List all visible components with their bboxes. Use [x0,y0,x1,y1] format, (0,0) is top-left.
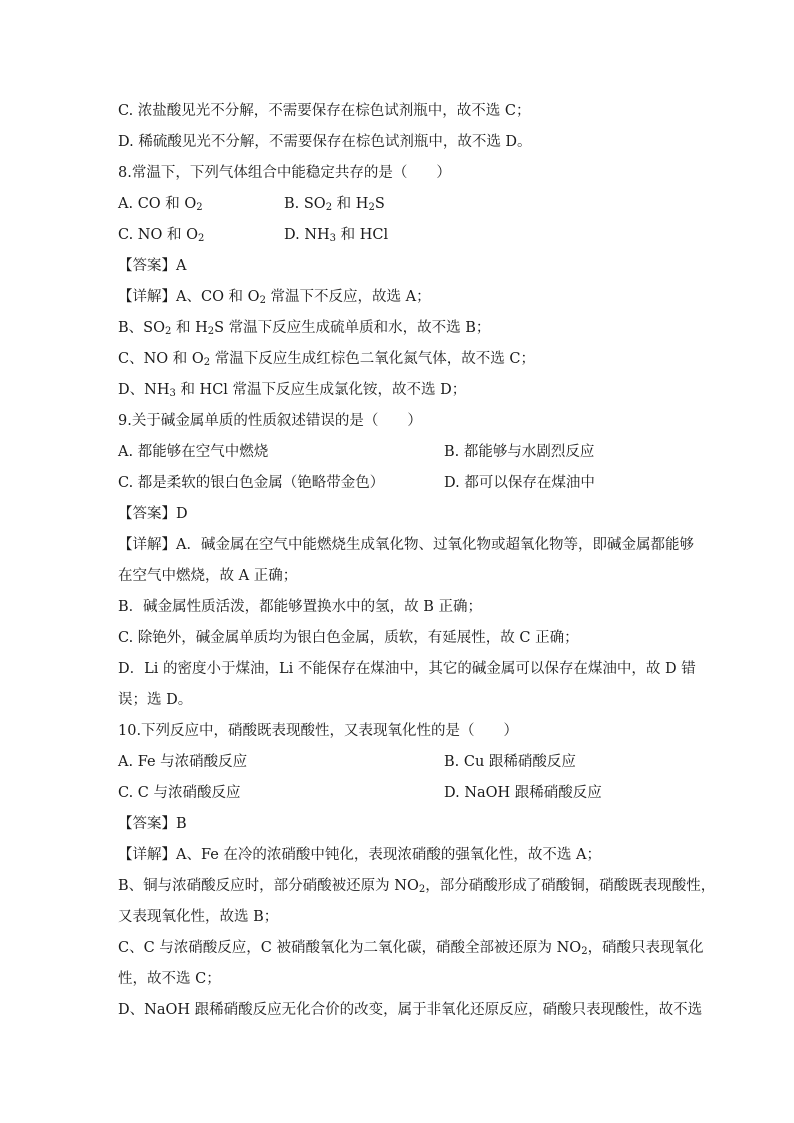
q10-option-a: A. Fe 与浓硝酸反应 [118,754,248,770]
q10-detail-line: C、C 与浓硝酸反应，C 被硝酸氧化为二氧化碳，硝酸全部被还原为 $NO_2$，硝酸只表现氧化 [118,940,704,957]
q9-option-b: B. 都能够与水剧烈反应 [444,444,595,460]
q8-detail-line: C、NO 和 $O_2$ 常温下反应生成红棕色二氧化氮气体，故不选 C； [118,351,535,368]
q8-detail-line: 【详解】A、CO 和 $O_2$ 常温下不反应，故选 A； [118,289,431,306]
q8-question: 8.常温下，下列气体组合中能稳定共存的是（ ） [118,165,451,181]
q9-detail-line: 【详解】A．碱金属在空气中能燃烧生成氧化物、过氧化物或超氧化物等，即碱金属都能够 [118,537,694,553]
q9-options-row-1 [118,437,678,468]
q9-option-d: D. 都可以保存在煤油中 [444,475,595,491]
q9-detail-line: B．碱金属性质活泼，都能够置换水中的氢，故 B 正确； [118,599,483,615]
q7-detail-d: D. 稀硫酸见光不分解，不需要保存在棕色试剂瓶中，故不选 D。 [118,134,532,150]
q8-option-b: B. $SO_2$ 和 $H_2S$ [284,196,385,213]
q10-options-row-1 [118,747,678,778]
q9-detail-line: 误；选 D。 [118,692,193,708]
q10-detail-line: 【详解】A、Fe 在冷的浓硝酸中钝化，表现浓硝酸的强氧化性，故不选 A； [118,847,602,863]
q9-detail-line: D．Li 的密度小于煤油，Li 不能保存在煤油中，其它的碱金属可以保存在煤油中，故 D 错 [118,661,696,677]
q9-option-a: A. 都能够在空气中燃烧 [118,444,269,460]
q10-detail-line: D、NaOH 跟稀硝酸反应无化合价的改变，属于非氧化还原反应，硝酸只表现酸性，故不选 [118,1002,703,1018]
q8-option-d: D. $NH_3$ 和 HCl [284,227,389,244]
q8-detail-line: B、$SO_2$ 和 $H_2S$ 常温下反应生成硫单质和水，故不选 B； [118,320,491,337]
q8-option-a: A. CO 和 $O_2$ [118,196,203,213]
q10-option-b: B. Cu 跟稀硝酸反应 [444,754,576,770]
q9-option-c: C. 都是柔软的银白色金属（铯略带金色） [118,475,385,491]
q10-detail-line: 又表现氧化性，故选 B； [118,909,279,925]
q10-option-c: C. C 与浓硝酸反应 [118,785,241,801]
q9-options-row-2 [118,468,678,499]
q8-answer: 【答案】A [118,258,187,274]
q9-detail-line: 在空气中燃烧，故 A 正确； [118,568,298,584]
q8-detail-line: D、$NH_3$ 和 HCl 常温下反应生成氯化铵，故不选 D； [118,382,467,399]
q9-detail-line: C. 除铯外，碱金属单质均为银白色金属，质软，有延展性，故 C 正确； [118,630,579,646]
q8-options-row-1 [118,189,678,220]
q10-detail-line: B、铜与浓硝酸反应时，部分硝酸被还原为 $NO_2$，部分硝酸形成了硝酸铜，硝酸既表现酸性， [118,878,716,895]
q10-options-row-2 [118,778,678,809]
q9-question: 9.关于碱金属单质的性质叙述错误的是（ ） [118,413,422,429]
q10-detail-line: 性，故不选 C； [118,971,221,987]
document-page [118,96,716,1026]
q10-question: 10.下列反应中，硝酸既表现酸性，又表现氧化性的是（ ） [118,723,519,739]
q10-answer: 【答案】B [118,816,187,832]
q7-detail-c: C. 浓盐酸见光不分解，不需要保存在棕色试剂瓶中，故不选 C； [118,103,531,119]
q8-option-c: C. NO 和 $O_2$ [118,227,205,244]
q10-option-d: D. NaOH 跟稀硝酸反应 [444,785,602,801]
q8-options-row-2 [118,220,678,251]
q9-answer: 【答案】D [118,506,188,522]
